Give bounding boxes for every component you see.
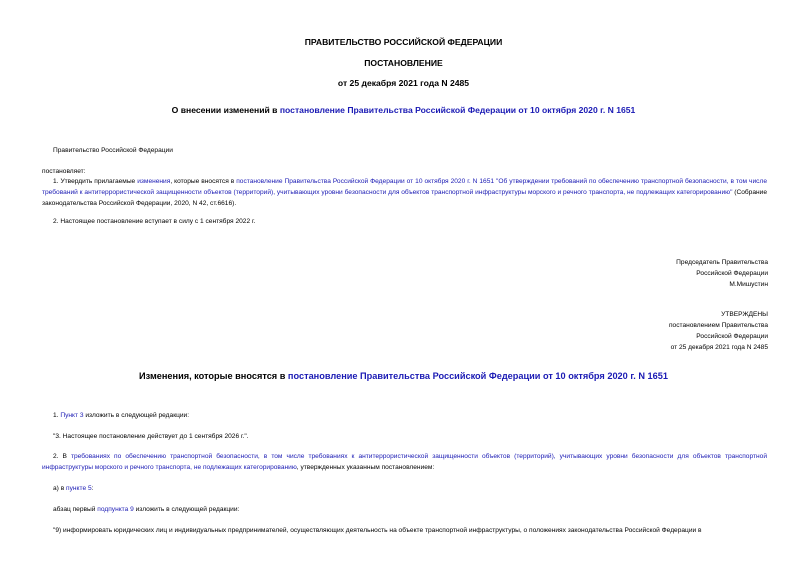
change-1-text: изложить в следующей редакции:: [83, 412, 190, 419]
change-2a-quote: "9) информировать юридических лиц и индивидуальных предпринимателей, осуществляющих деятельность на объекте транспортной инфраструктуры, о положениях законодательства Российской Федерации в: [53, 527, 702, 534]
change-1-paragraph: [53, 410, 189, 421]
change-1-num: 1.: [53, 412, 61, 419]
header-date-number: от 25 декабря 2021 года N 2485: [337, 78, 470, 88]
signature-line-1: Председатель Правительства: [676, 259, 768, 266]
approval-line-4: от 25 декабря 2021 года N 2485: [670, 344, 768, 351]
podpunkt-9-link[interactable]: подпункта 9: [97, 506, 134, 513]
change-1-quote: "3. Настоящее постановление действует до 1 сентября 2026 г.".: [53, 433, 249, 440]
punkt-5-link[interactable]: пункте 5: [66, 485, 92, 492]
approval-line-2: постановлением Правительства: [668, 322, 768, 329]
change-2a-suffix: :: [91, 485, 94, 492]
signature-line-2: Российской Федерации: [696, 270, 768, 277]
change-2-paragraph: [42, 451, 767, 473]
changes-link[interactable]: изменения: [137, 178, 171, 185]
change-2-text: , утвержденных указанным постановлением:: [296, 464, 435, 471]
approval-line-1: УТВЕРЖДЕНЫ: [721, 311, 768, 318]
change-2a-abzac: [53, 504, 239, 515]
decree-1651-full-link[interactable]: постановление Правительства Российской Федерации от 10 октября 2020 г. N 1651 "Об утверждении требований по обеспечению транспортной безопасности, в том числе требований к антитеррористической защищенности объектов (территорий), учитывающих уровни безопасности для объектов транспортной инфраструктуры морского и речного транспорта, не подлежащих категорированию": [42, 178, 767, 196]
change-2a-paragraph: [53, 483, 93, 494]
change-2a-prefix: а) в: [53, 485, 67, 492]
signature-line-3: М.Мишустин: [729, 281, 768, 288]
item-1-suffix: (Собрание законодательства Российской Федерации, 2020, N 42, ст.6616).: [42, 189, 768, 207]
item-2-paragraph: 2. Настоящее постановление вступает в силу с 1 сентября 2022 г.: [53, 218, 256, 225]
changes-title-prefix: Изменения, которые вносятся в: [139, 371, 288, 381]
government-name: Правительство Российской Федерации: [53, 147, 173, 154]
changes-title: [0, 371, 807, 381]
document-title-prefix: О внесении изменений в: [171, 105, 280, 115]
header-government: ПРАВИТЕЛЬСТВО РОССИЙСКОЙ ФЕДЕРАЦИИ: [304, 37, 503, 47]
punkt-3-link[interactable]: Пункт 3: [60, 412, 84, 419]
item-1-prefix: 1. Утвердить прилагаемые: [53, 178, 138, 185]
approval-line-3: Российской Федерации: [696, 333, 768, 340]
item-1-paragraph: [42, 176, 767, 209]
change-2a-abzac-suffix: изложить в следующей редакции:: [133, 506, 240, 513]
changes-title-decree-link[interactable]: постановление Правительства Российской Федерации от 10 октября 2020 г. N 1651: [287, 371, 668, 381]
header-doc-type: ПОСТАНОВЛЕНИЕ: [364, 58, 443, 68]
decrees-word: постановляет:: [42, 168, 86, 175]
document-title: [0, 105, 807, 115]
change-2a-abzac-prefix: абзац первый: [53, 506, 98, 513]
change-2-num: 2. В: [53, 453, 71, 460]
item-1-middle: , которые вносятся в: [170, 178, 237, 185]
decree-1651-link[interactable]: постановление Правительства Российской Федерации от 10 октября 2020 г. N 1651: [279, 105, 636, 115]
requirements-link[interactable]: требованиях по обеспечению транспортной безопасности, в том числе требованиях к антитеррористической защищенности объектов (территорий), учитывающих уровни безопасности для объектов транспортной инфраструктуры морского и речного транспорта, не подлежащих категорированию: [42, 453, 768, 471]
